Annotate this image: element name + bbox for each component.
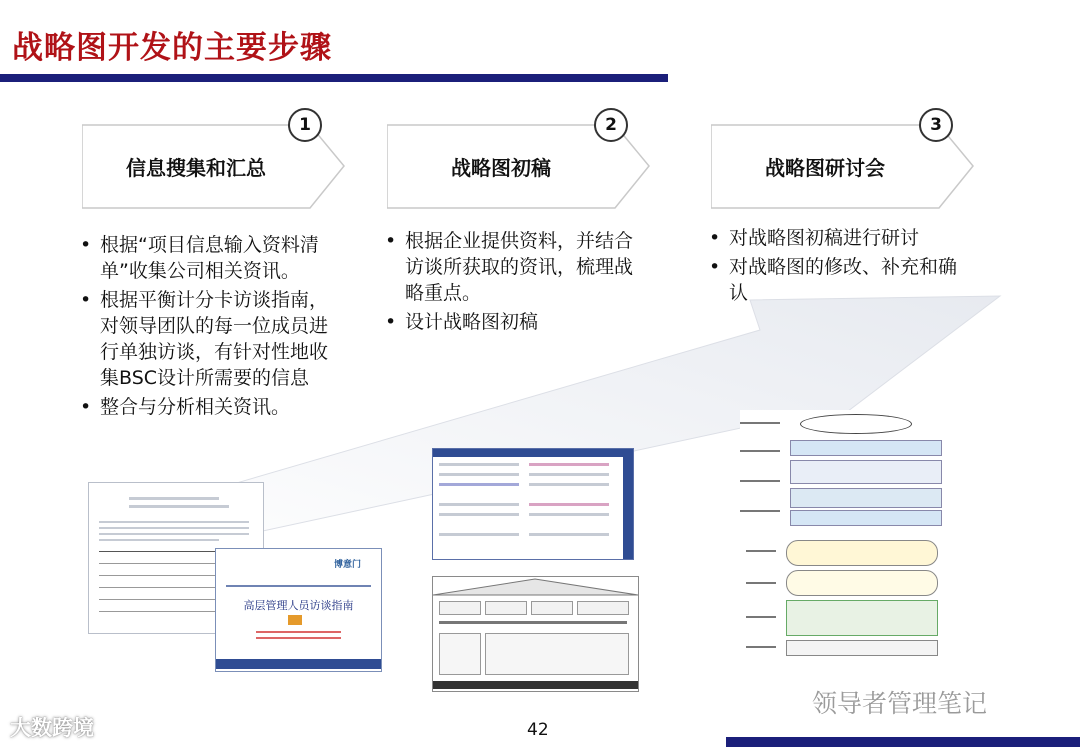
watermark-right: 领导者管理笔记: [812, 689, 988, 718]
step-1-header: [82, 115, 347, 209]
step-1-bullet: • 根据“项目信息输入资料清单”收集公司相关资讯。: [80, 232, 332, 284]
step-3-bullet: • 对战略图的修改、补充和确认: [709, 254, 959, 306]
page-title: 战略图开发的主要步骤: [12, 30, 332, 66]
step-1-bullet-list: [80, 232, 332, 423]
step-2-bullet-list: [385, 228, 647, 338]
guide-title: 高层管理人员访谈指南: [243, 599, 354, 612]
house-roof: [433, 577, 638, 597]
strategy-map-thumbnail-1: [740, 410, 942, 528]
step-3-bullet: • 对战略图初稿进行研讨: [709, 225, 959, 251]
watermark-left: 大数跨境: [10, 716, 94, 740]
step-2-bullet: • 设计战略图初稿: [385, 309, 647, 335]
guide-logo: 博意门: [334, 560, 362, 570]
step-3-header: [711, 115, 976, 209]
step-3-number-badge: 3: [919, 108, 953, 142]
step-3-bullet-list: [709, 225, 959, 309]
strategy-draft-thumbnail: [432, 448, 634, 560]
footer-bar: [726, 737, 1080, 747]
step-1-number-badge: 1: [288, 108, 322, 142]
title-underline: [0, 74, 668, 82]
step-2-header: [387, 115, 652, 209]
step-2-bullet: • 根据企业提供资料，并结合访谈所获取的资讯，梳理战略重点。: [385, 228, 647, 306]
strategy-map-thumbnail-2: [746, 538, 942, 656]
interview-guide-thumbnail: [215, 548, 382, 672]
step-1-bullet: • 根据平衡计分卡访谈指南，对领导团队的每一位成员进行单独访谈，有针对性地收集BSC设计所需要的信息: [80, 287, 332, 391]
step-1-label: 信息搜集和汇总: [126, 156, 266, 180]
strategy-house-thumbnail: [432, 576, 639, 692]
step-3-label: 战略图研讨会: [765, 156, 885, 180]
step-2-label: 战略图初稿: [451, 156, 551, 180]
step-2-number-badge: 2: [594, 108, 628, 142]
guide-emblem: [288, 615, 302, 625]
step-1-bullet: • 整合与分析相关资讯。: [80, 394, 332, 420]
page-number: 42: [527, 720, 549, 740]
